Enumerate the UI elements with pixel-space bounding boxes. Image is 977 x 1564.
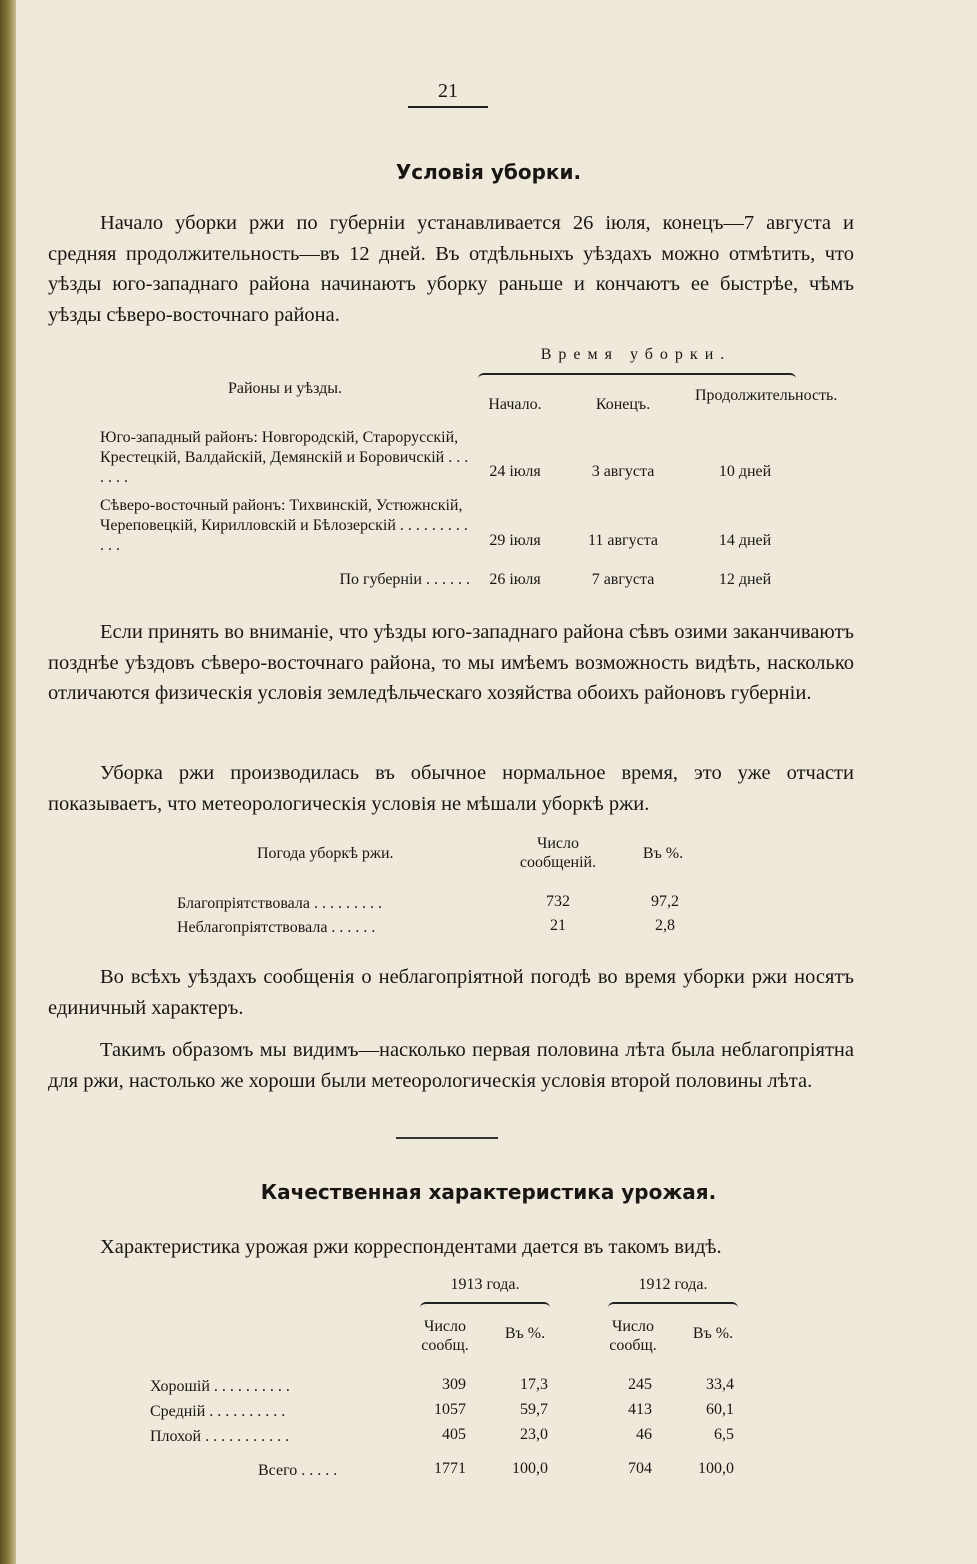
quality-row-total-label: Всего . . . . .	[258, 1462, 338, 1479]
weather-row-pct: 2,8	[655, 917, 675, 934]
table-row-district: Сѣверо-восточный районъ: Тихвинскій, Устюжнскій, Череповецкій, Кирилловскій и Бѣлозерскій . . . . . . . . . . . .	[100, 497, 468, 554]
paragraph-quality-intro: Характеристика урожая ржи корреспондентами дается въ такомъ видѣ.	[100, 1236, 722, 1258]
quality-row-label: Средній . . . . . . . . . .	[150, 1403, 286, 1420]
paragraph-intro: Начало уборки ржи по губерніи устанавливается 26 іюля, конецъ—7 августа и средняя продолжительность—въ 12 дней. Въ отдѣльныхъ уѣздахъ можно отмѣтить, что уѣзды юго-западнаго района начинаютъ уборку раньше и кончаютъ ее быстрѣе, чѣмъ уѣзды сѣверо-восточнаго района.	[48, 212, 854, 326]
table-cell-end: 3 августа	[591, 463, 655, 480]
quality-count-1913: 1057	[434, 1401, 466, 1418]
table-cell-duration: 12 дней	[718, 571, 772, 588]
weather-row-pct: 97,2	[651, 893, 679, 910]
weather-row-label: Неблагопріятствовала . . . . . .	[177, 919, 376, 936]
weather-row-label: Благопріятствовала . . . . . . . . .	[177, 895, 382, 912]
quality-pct-1913: 17,3	[520, 1376, 548, 1393]
quality-count-1912: 46	[636, 1426, 652, 1443]
quality-count-1912: 413	[628, 1401, 652, 1418]
quality-header-pct-1912: Въ %.	[692, 1325, 734, 1342]
table-header-end: Конецъ.	[595, 396, 651, 413]
weather-row-count: 21	[550, 917, 566, 934]
quality-count-1912: 245	[628, 1376, 652, 1393]
quality-count-1913: 309	[442, 1376, 466, 1393]
quality-pct-1913: 23,0	[520, 1426, 548, 1443]
quality-header-count-1912: Число сообщ.	[609, 1318, 657, 1354]
weather-row-count: 732	[546, 893, 570, 910]
paragraph-3: Уборка ржи производилась въ обычное нормальное время, это уже отчасти показываетъ, что метеорологическія условія не мѣшали уборкѣ ржи.	[48, 762, 854, 815]
weather-header-count: Число сообщеній.	[519, 835, 597, 871]
quality-header-pct-1913: Въ %.	[504, 1325, 546, 1342]
paragraph-5: Такимъ образомъ мы видимъ—насколько первая половина лѣта была неблагопріятна для ржи, настолько же хороши были метеорологическія условія второй половины лѣта.	[48, 1039, 854, 1092]
table-header-start: Начало.	[488, 396, 542, 413]
table-row-total-label: По губерніи . . . . . .	[339, 571, 470, 588]
table-cell-start: 24 іюля	[489, 463, 541, 480]
section-heading-quality: Качественная характеристика урожая.	[260, 1180, 717, 1204]
weather-header-pct: Въ %.	[642, 845, 684, 862]
table-cell-duration: 14 дней	[718, 532, 772, 549]
quality-row-label: Плохой . . . . . . . . . . .	[150, 1428, 290, 1445]
table-cell-end: 11 августа	[587, 532, 658, 549]
year-1913-brace	[420, 1302, 550, 1310]
page-number-rule	[408, 106, 488, 108]
table-cell-duration: 10 дней	[718, 463, 772, 480]
quality-pct-1913: 59,7	[520, 1401, 548, 1418]
page-number: 21	[438, 80, 458, 102]
paragraph-2: Если принять во вниманіе, что уѣзды юго-западнаго района сѣвъ озими заканчиваютъ позднѣе уѣздовъ сѣверо-восточнаго района, то мы имѣемъ возможность видѣть, насколько отличаются физическія условія земледѣльческаго хозяйства обоихъ районовъ губерніи.	[48, 621, 854, 704]
section-heading-harvest-conditions: Условія уборки.	[395, 160, 582, 184]
quality-row-label: Хорошій . . . . . . . . . .	[150, 1378, 290, 1395]
table-header-duration: Продолжительность.	[695, 387, 838, 404]
quality-pct-1912: 6,5	[714, 1426, 734, 1443]
table-group-brace	[478, 373, 796, 381]
quality-count-1913: 1771	[434, 1460, 466, 1477]
paragraph-4: Во всѣхъ уѣздахъ сообщенія о неблагопріятной погодѣ во время уборки ржи носятъ единичный характеръ.	[48, 966, 854, 1019]
quality-count-1912: 704	[628, 1460, 652, 1477]
weather-header-label: Погода уборкѣ ржи.	[257, 845, 394, 862]
year-1912-brace	[608, 1302, 738, 1310]
quality-pct-1912: 33,4	[706, 1376, 734, 1393]
quality-year-1912: 1912 года.	[638, 1276, 708, 1293]
table-cell-start: 26 іюля	[489, 571, 541, 588]
quality-pct-1913: 100,0	[512, 1460, 548, 1477]
table-header-district: Районы и уѣзды.	[227, 380, 343, 397]
quality-year-1913: 1913 года.	[450, 1276, 520, 1293]
table-row-district: Юго-западный районъ: Новгородскій, Старорусскій, Крестецкій, Валдайскій, Демянскій и Боровичскій . . . . . . .	[100, 429, 469, 486]
quality-header-count-1913: Число сообщ.	[421, 1318, 469, 1354]
quality-pct-1912: 60,1	[706, 1401, 734, 1418]
section-divider	[396, 1137, 498, 1139]
table-cell-end: 7 августа	[591, 571, 655, 588]
table-cell-start: 29 іюля	[489, 532, 541, 549]
quality-count-1913: 405	[442, 1426, 466, 1443]
quality-pct-1912: 100,0	[698, 1460, 734, 1477]
table-group-header: Время уборки.	[540, 346, 732, 363]
